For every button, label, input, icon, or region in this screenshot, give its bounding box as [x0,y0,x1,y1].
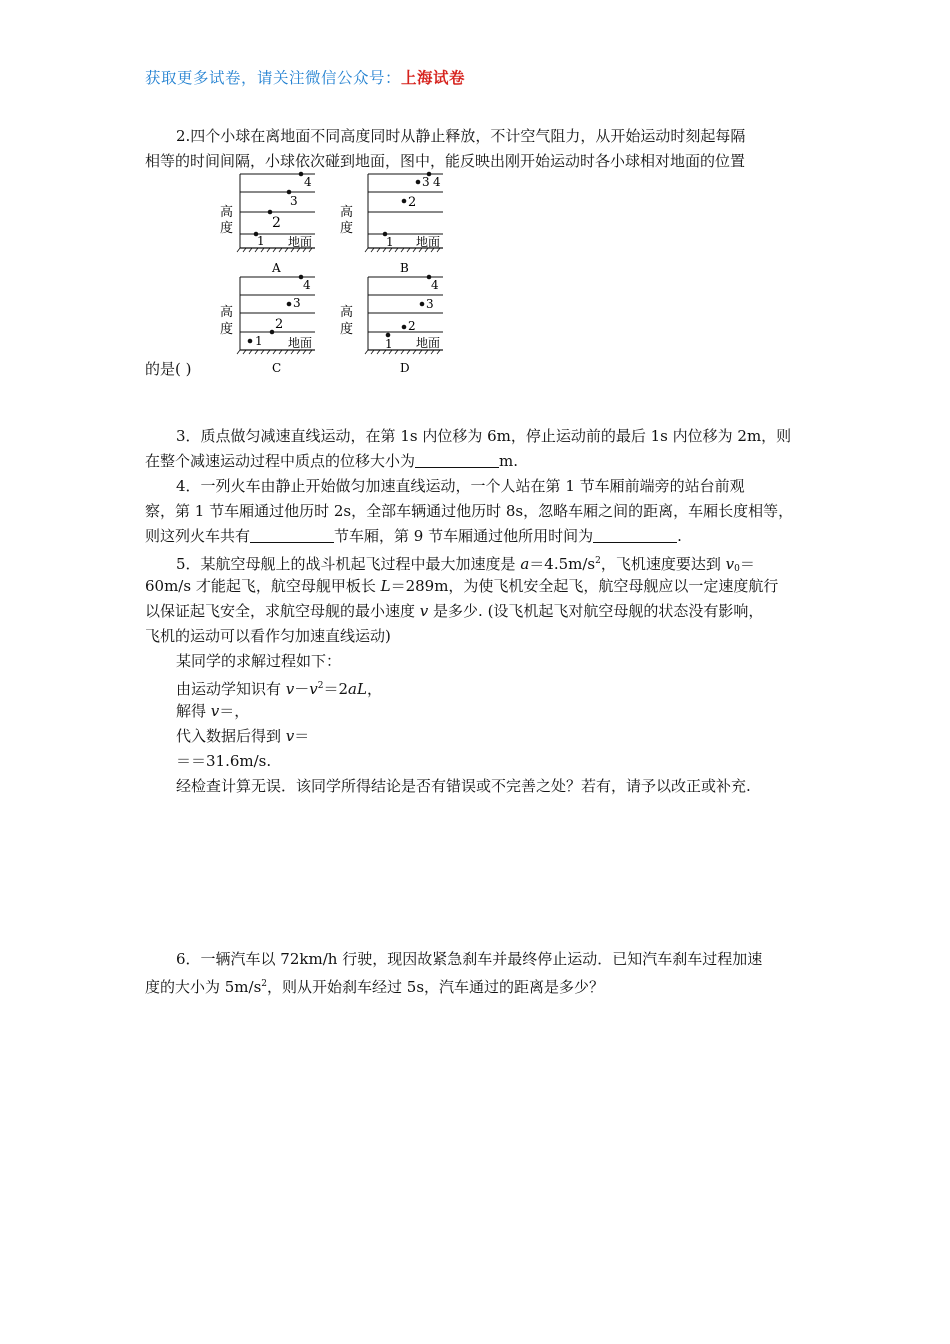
var-v: v [419,602,429,620]
ball-label-1: 1 [255,334,263,348]
q5-line-8 [176,724,841,748]
panel-a [220,172,315,275]
q5-text: 60m/s 才能起飞，航空母舰甲板长 [145,577,381,595]
q2-line-2: 相等的时间间隔，小球依次碰到地面，图中，能反映出刚开始运动时各小球相对地面的位置 [145,152,746,170]
ball-label-2: 2 [408,319,416,333]
ball-label-3: 3 [426,297,434,311]
var-a: a [520,555,530,573]
ball-3 [416,180,421,185]
axis-label-char-1: 高 [220,305,234,320]
var-v: v [309,680,318,698]
q5-line-4: 飞机的运动可以看作匀加速直线运动) [145,627,391,645]
q5-text: 是多少. (设飞机起飞对航空母舰的状态没有影响， [428,602,764,620]
header-banner [145,66,465,88]
ball-label-3: 3 [290,194,298,208]
ball-2 [270,330,275,335]
superscript: 2 [595,556,601,566]
q5-line-2 [145,574,810,598]
ball-label-4: 4 [303,278,311,292]
q5-line-3 [145,599,810,623]
ball-2 [268,210,273,215]
axis-label-char-2: 度 [340,221,354,236]
q5-line-10: 经检查计算无误．该同学所得结论是否有错误或不完善之处？若有，请予以改正或补充. [176,777,751,795]
var-aL: aL [348,680,367,698]
panel-letter: A [272,261,281,275]
header-highlight: 上海试卷 [401,69,466,87]
q5-line-9: ＝＝31.6m/s. [176,752,272,770]
q5-text: ＝ [294,727,310,745]
q5-line-5: 某同学的求解过程如下： [176,652,342,670]
q5-text: ＝， [219,702,250,720]
ball-4 [299,172,304,177]
q5-line-7 [176,699,841,723]
ground-label: 地面 [416,235,441,249]
axis-label-char-1: 高 [340,305,354,320]
q2-line-3: 的是( ) [145,360,192,378]
q4-line-3 [145,524,810,548]
axis-label-char-1: 高 [220,205,234,220]
panel-b [340,172,443,275]
ball-label-4: 4 [304,175,312,189]
ball-position-figure [210,168,460,380]
q5-text: ， [366,680,382,698]
axis-label-char-1: 高 [340,205,354,220]
q5-text: ＝ [739,555,755,573]
q4-answer-blank-2[interactable] [593,528,677,543]
ball-2 [402,325,407,330]
q5-text: ，飞机速度要达到 [600,555,726,573]
ball-label-1: 1 [385,337,393,351]
q5-text: 代入数据后得到 [176,727,286,745]
q3-line-2 [145,449,810,473]
axis-label-char-2: 度 [220,221,234,236]
ground-label: 地面 [416,336,441,350]
q5-text: 以保证起飞安全，求航空母舰的最小速度 [145,602,420,620]
q6-text: ，则从开始刹车经过 5s，汽车通过的距离是多少？ [267,978,605,996]
axis-label-char-2: 度 [220,322,234,337]
ground-label: 地面 [288,235,313,249]
q3-text-b: m. [499,452,519,470]
ball-3 [287,302,292,307]
q4-text-c: . [677,527,682,545]
ground-hatching [237,350,312,354]
var-v: v [285,727,295,745]
q5-text: ＝2 [323,680,349,698]
ground-hatching [365,350,440,354]
q2-line-1: 2.四个小球在离地面不同高度同时从静止释放，不计空气阻力，从开始运动时刻起每隔 [176,127,746,145]
q3-answer-blank[interactable] [415,453,499,468]
q4-text-b: 节车厢，第 9 节车厢通过他所用时间为 [334,527,594,545]
var-v: v [725,555,735,573]
q5-text: 解得 [176,702,211,720]
panel-letter: B [400,261,409,275]
ball-label-2: 2 [272,215,281,231]
q4-line-2: 察，第 1 节车厢通过他历时 2s，全部车辆通过他历时 8s，忽略车厢之间的距离，车厢长度相等， [145,502,794,520]
ball-label-2: 2 [275,317,284,332]
var-v: v [285,680,295,698]
q4-text-a: 则这列火车共有 [145,527,251,545]
q6-text: 度的大小为 5m/s [145,978,262,996]
ball-3 [420,302,425,307]
ball-1 [248,339,253,344]
q5-text: 5．某航空母舰上的战斗机起飞过程中最大加速度是 [176,555,521,573]
panel-letter: C [272,361,282,375]
ball-label-1: 1 [386,235,394,249]
var-v: v [210,702,220,720]
header-prefix: 获取更多试卷，请关注微信公众号： [145,69,402,87]
q6-line-2 [145,972,810,999]
q5-line-6 [176,674,841,701]
ball-label-1: 1 [257,234,265,248]
panel-letter: D [400,361,410,375]
q6-line-1: 6．一辆汽车以 72km/h 行驶，现因故紧急刹车并最终停止运动．已知汽车刹车过程加速 [176,950,763,968]
subscript: 0 [734,564,740,574]
ground-label: 地面 [288,336,313,350]
ball-2 [402,199,407,204]
q5-text: ＝289m，为使飞机安全起飞，航空母舰应以一定速度航行 [390,577,779,595]
q3-text-a: 在整个减速运动过程中质点的位移大小为 [145,452,416,470]
q4-answer-blank-1[interactable] [250,528,334,543]
ball-label-3: 3 [293,296,301,310]
q5-text: － [294,680,310,698]
superscript: 2 [317,681,324,691]
ball-label-2: 2 [408,195,417,210]
q5-text: 由运动学知识有 [176,680,286,698]
ball-label-4: 4 [431,278,439,292]
axis-label-char-2: 度 [340,322,354,337]
q5-text: ＝4.5m/s [529,555,596,573]
ball-label-4: 4 [433,175,441,189]
var-L: L [380,577,391,595]
q3-line-1: 3．质点做匀减速直线运动，在第 1s 内位移为 6m，停止运动前的最后 1s 内位移为 2m，则 [176,427,792,445]
ball-label-3: 3 [422,175,430,189]
superscript: 2 [261,979,268,989]
q4-line-1: 4．一列火车由静止开始做匀加速直线运动，一个人站在第 1 节车厢前端旁的站台前观 [176,477,745,495]
